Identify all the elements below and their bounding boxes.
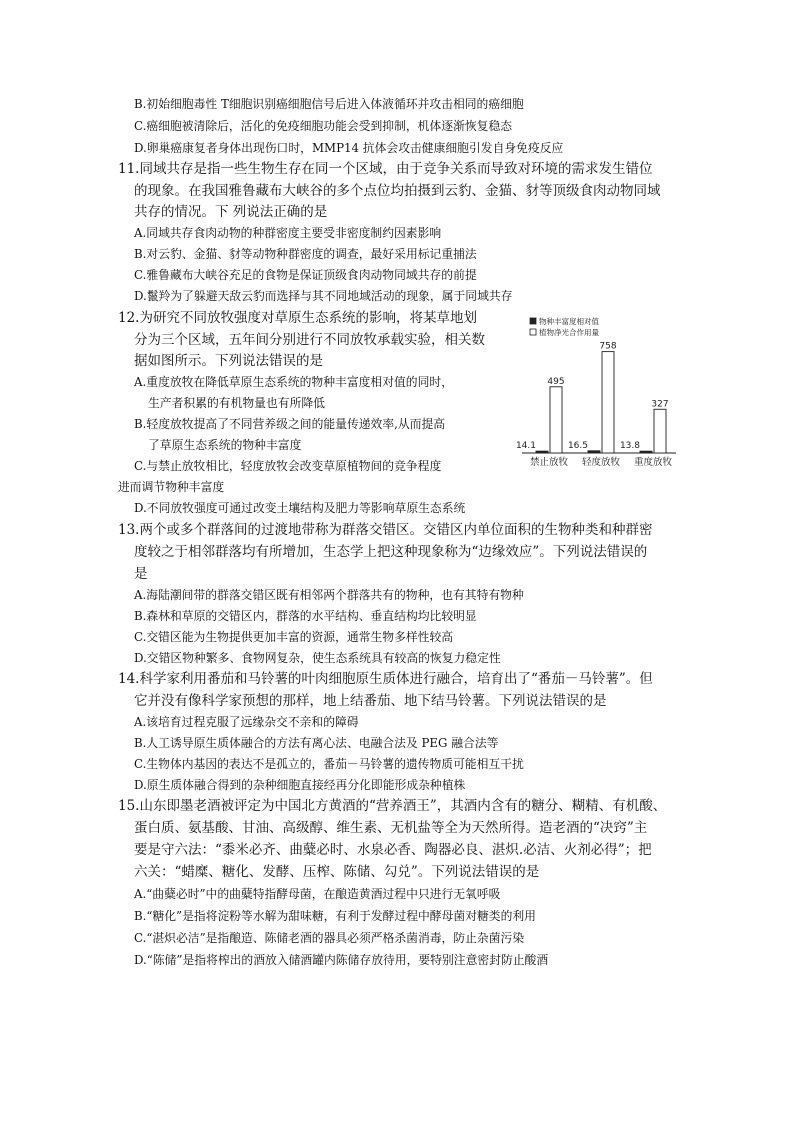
text-line-q15d: D.“陈储”是指将榨出的酒放入储酒罐内陈储存放待用，要特别注意密封防止酸酒 xyxy=(134,953,549,967)
legend-swatch-1 xyxy=(530,318,536,324)
text-line-q12a1: A.重度放牧在降低草原生态系统的物种丰富度相对值的同时， xyxy=(134,375,453,389)
data-label-1-1: 14.1 xyxy=(515,441,536,452)
legend-swatch-2 xyxy=(530,329,536,335)
data-label-3-2: 327 xyxy=(651,399,669,410)
text-line-q13b: B.森林和草原的交错区内，群落的水平结构、垂直结构均比较明显 xyxy=(134,609,477,623)
text-line-q11_2: 的现象。在我国雅鲁藏布大峡谷的多个点位均拍摄到云豹、金猫、豺等顶级食肉动物同域 xyxy=(134,183,661,199)
data-label-1-2: 495 xyxy=(547,376,565,387)
text-line-q12_3: 据如图所示。下列说法错误的是 xyxy=(134,353,323,369)
grazing-bar-chart xyxy=(515,316,680,476)
text-line-q12b1: B.轻度放牧提高了不同营养级之间的能量传递效率,从而提高 xyxy=(134,417,446,431)
data-label-2-2: 758 xyxy=(599,341,617,352)
text-line-q10b: B.初始细胞毒性 T细胞识别癌细胞信号后进入体液循环并攻击相同的癌细胞 xyxy=(134,97,524,111)
text-line-q10d: D.卵巢癌康复者身体出现伤口时，MMP14 抗体会攻击健康细胞引发自身免疫反应 xyxy=(134,141,564,155)
text-line-q12a2: 生产者积累的有机物量也有所降低 xyxy=(148,396,325,410)
data-label-2-1: 16.5 xyxy=(567,440,588,451)
text-line-q14b: B.人工诱导原生质体融合的方法有离心法、电融合法及 PEG 融合法等 xyxy=(134,736,499,750)
text-line-q12c1: C.与禁止放牧相比，轻度放牧会改变草原植物间的竞争程度 xyxy=(134,459,442,473)
text-line-q13_2: 度较之于相邻群落均有所增加，生态学上把这种现象称为“边缘效应”。下列说法错误的 xyxy=(134,544,648,560)
text-line-q11b: B.对云豹、金猫、豺等动物种群密度的调查，最好采用标记重捕法 xyxy=(134,247,477,261)
text-line-q11d: D.鬣羚为了躲避天敌云豹而选择与其不同地域活动的现象，属于同域共存 xyxy=(134,289,513,303)
bar-1-1 xyxy=(536,451,548,453)
text-line-q13d: D.交错区物种繁多、食物网复杂，使生态系统具有较高的恢复力稳定性 xyxy=(134,651,501,665)
text-line-q15_3: 要是守六法：“黍米必齐、曲糵必时、水泉必香、陶器必良、湛炽.必洁、火剂必得”；把 xyxy=(134,842,652,858)
text-line-q12_2: 分为三个区域，五年间分别进行不同放牧承载实验，相关数 xyxy=(134,332,485,348)
category-label-2: 轻度放牧 xyxy=(581,457,621,468)
legend-label-2: 植物净光合作用量 xyxy=(539,328,599,337)
text-line-q14_1: 14.科学家利用番茄和马铃薯的叶肉细胞原生质体进行融合，培育出了“番茄－马铃薯”。但 xyxy=(118,671,653,687)
text-line-q11_3: 共存的情况。下 列说法正确的是 xyxy=(134,204,328,220)
text-line-q15b: B.“糖化”是指将淀粉等水解为甜味糖，有利于发酵过程中酵母菌对糖类的利用 xyxy=(134,909,536,923)
text-line-q14_2: 它并没有像科学家预想的那样，地上结番茄、地下结马铃薯。下列说法错误的是 xyxy=(134,693,607,709)
text-line-q13_1: 13.两个或多个群落间的过渡地带称为群落交错区。交错区内单位面积的生物种类和种群密 xyxy=(118,522,653,538)
category-label-1: 禁止放牧 xyxy=(529,457,569,468)
text-line-q15_2: 蛋白质、氨基酸、甘油、高级醇、维生素、无机盐等全为天然所得。造老酒的“决窍”主 xyxy=(134,820,648,836)
bar-2-1 xyxy=(588,451,600,453)
text-line-q15_1: 15.山东即墨老酒被评定为中国北方黄酒的“营养酒王”，其酒内含有的糖分、糊精、有机酸、 xyxy=(118,798,667,814)
bar-1-2 xyxy=(550,387,562,453)
text-line-q12d: D.不同放牧强度可通过改变土壤结构及肥力等影响草原生态系统 xyxy=(134,501,466,515)
bar-2-2 xyxy=(602,352,614,453)
text-line-q14c: C.生物体内基因的表达不是孤立的，番茄－马铃薯的遗传物质可能相互干扰 xyxy=(134,757,524,771)
text-line-q11c: C.雅鲁藏布大峡谷充足的食物是保证顶级食肉动物同域共存的前提 xyxy=(134,268,477,282)
text-line-q13a: A.海陆潮间带的群落交错区既有相邻两个群落共有的物种，也有其特有物种 xyxy=(134,588,524,602)
text-line-q15a: A.“曲糵必时”中的曲糵特指酵母菌，在酿造黄酒过程中只进行无氧呼吸 xyxy=(134,887,501,901)
bar-3-2 xyxy=(654,409,666,453)
legend-label-1: 物种丰富度相对值 xyxy=(539,317,599,326)
text-line-q12b2: 了草原生态系统的物种丰富度 xyxy=(148,438,302,452)
text-line-q12c2: 进而调节物种丰富度 xyxy=(118,480,225,494)
text-line-q11a: A.同域共存食肉动物的种群密度主要受非密度制约因素影响 xyxy=(134,226,442,240)
text-line-q12_1: 12.为研究不同放牧强度对草原生态系统的影响，将某草地划 xyxy=(118,310,477,326)
text-line-q15c: C.“湛炽必洁”是指酿造、陈储老酒的器具必须严格杀菌消毒，防止杂菌污染 xyxy=(134,931,525,945)
category-label-3: 重度放牧 xyxy=(633,457,673,468)
bar-3-1 xyxy=(640,451,652,453)
text-line-q13_3: 是 xyxy=(134,566,148,582)
text-line-q14a: A.该培育过程克服了远缘杂交不亲和的障碍 xyxy=(134,715,359,729)
data-label-3-1: 13.8 xyxy=(619,441,640,452)
text-line-q13c: C.交错区能为生物提供更加丰富的资源，通常生物多样性较高 xyxy=(134,630,454,644)
text-line-q15_4: 六关：“蜡糜、糖化、发酵、压榨、陈储、勾兑”。下列说法错误的是 xyxy=(134,864,540,880)
text-line-q11_1: 11.同域共存是指一些生物生存在同一个区域，由于竞争关系而导致对环境的需求发生错位 xyxy=(118,161,653,177)
text-line-q10c: C.癌细胞被清除后，活化的免疫细胞功能会受到抑制，机体逐渐恢复稳态 xyxy=(134,119,513,133)
text-line-q14d: D.原生质体融合得到的杂种细胞直接经再分化即能形成杂种植株 xyxy=(134,778,466,792)
